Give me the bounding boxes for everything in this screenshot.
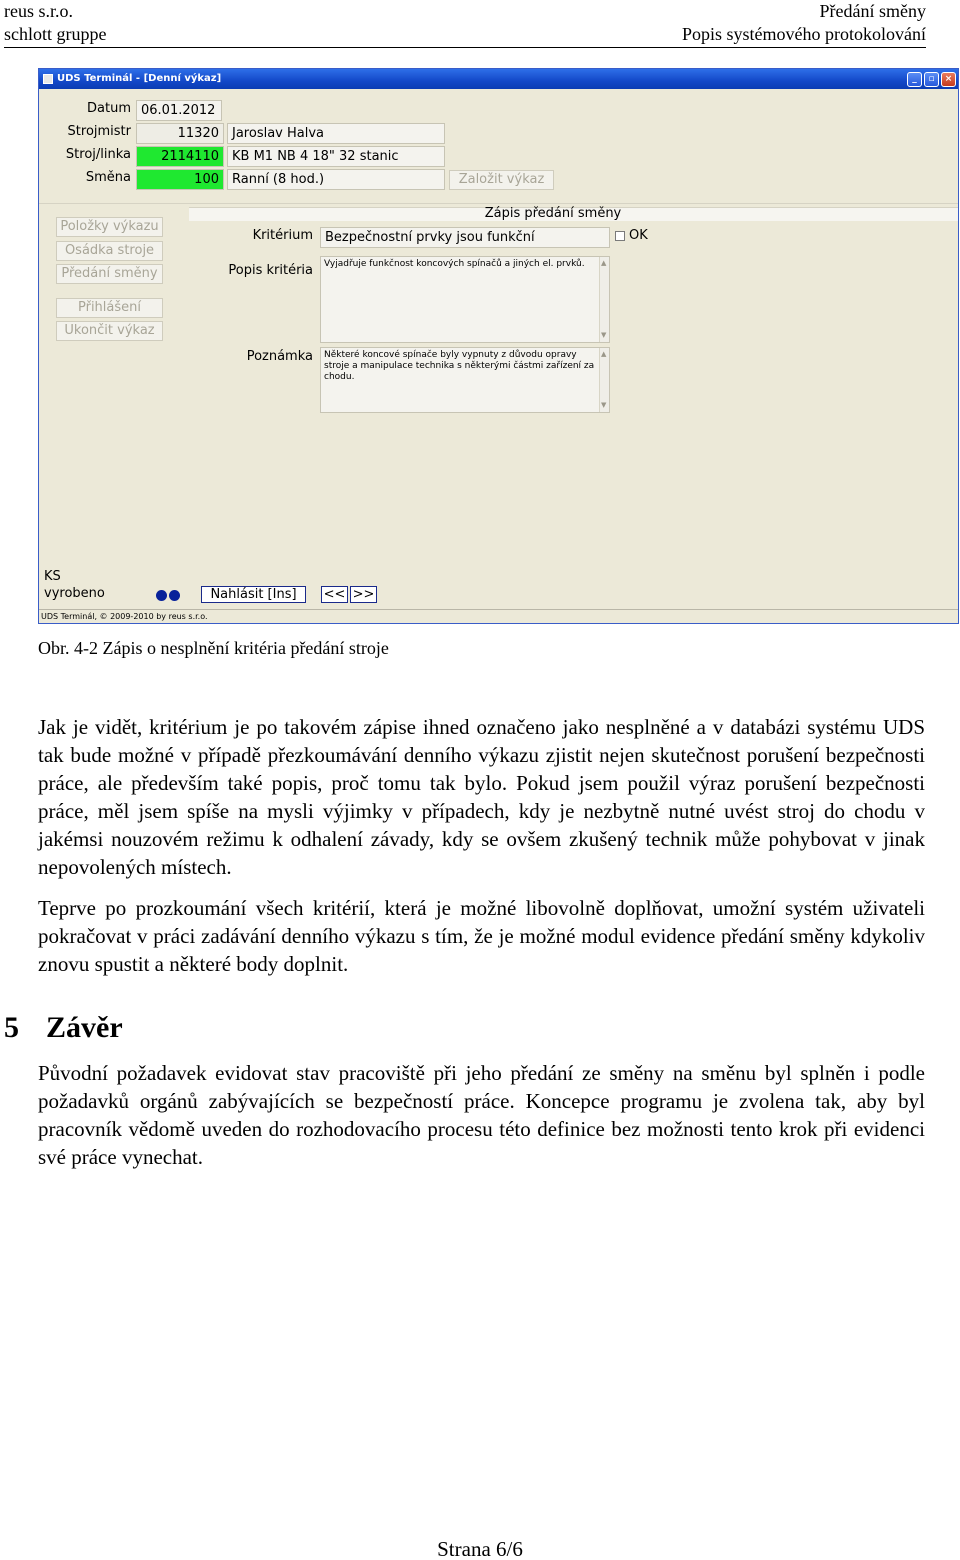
stroj-id-field[interactable]: 2114110: [136, 146, 224, 167]
status-indicator-icon: [156, 590, 167, 601]
app-icon: [43, 74, 53, 84]
strojmistr-id-field[interactable]: 11320: [136, 123, 224, 144]
copyright-text: UDS Terminál, © 2009-2010 by reus s.r.o.: [41, 612, 208, 621]
popis-label: Popis kritéria: [228, 263, 313, 278]
status-bar: [39, 609, 958, 623]
kriterium-field[interactable]: Bezpečnostní prvky jsou funkční: [320, 227, 610, 248]
polozky-vykazu-button[interactable]: Položky výkazu: [56, 217, 163, 237]
close-icon[interactable]: ×: [941, 72, 956, 87]
strojmistr-label: Strojmistr: [67, 124, 131, 139]
maximize-icon[interactable]: ▫: [924, 72, 939, 87]
nahlasit-button[interactable]: Nahlásit [Ins]: [201, 586, 306, 603]
poznamka-textarea[interactable]: [320, 347, 610, 413]
ok-label: OK: [629, 228, 648, 243]
header-left: [4, 0, 106, 46]
ok-checkbox[interactable]: [615, 231, 625, 241]
section-title-text: Závěr: [46, 1011, 123, 1044]
scroll-up-icon[interactable]: ▲: [601, 350, 607, 358]
datum-field[interactable]: 06.01.2012: [136, 100, 222, 121]
window-title: UDS Terminál - [Denní výkaz]: [57, 73, 222, 84]
status-ks: KS: [44, 569, 61, 584]
ukoncit-vykaz-button[interactable]: Ukončit výkaz: [56, 321, 163, 341]
next-button[interactable]: >>: [350, 586, 377, 603]
predani-smeny-button[interactable]: Předání směny: [56, 264, 163, 284]
poznamka-scrollbar[interactable]: [599, 348, 609, 412]
company-group: schlott gruppe: [4, 24, 107, 44]
datum-label: Datum: [87, 101, 131, 116]
scroll-up-icon[interactable]: ▲: [601, 259, 607, 267]
window-titlebar: [39, 69, 958, 89]
page-header: [4, 0, 926, 48]
popis-scrollbar[interactable]: [599, 257, 609, 342]
smena-id-field[interactable]: 100: [136, 169, 224, 190]
prev-button[interactable]: <<: [321, 586, 348, 603]
figure-caption: Obr. 4-2 Zápis o nesplnění kritéria předání stroje: [38, 638, 389, 658]
status-indicator-icon: [169, 590, 180, 601]
strojmistr-name-field[interactable]: Jaroslav Halva: [227, 123, 445, 144]
doc-subtitle: Popis systémového protokolování: [682, 24, 926, 44]
section-number: 5: [4, 1011, 19, 1044]
zalozit-vykaz-button[interactable]: Založit výkaz: [449, 170, 554, 190]
kriterium-label: Kritérium: [252, 228, 313, 243]
app-window: [38, 68, 959, 624]
scroll-down-icon[interactable]: ▼: [601, 401, 607, 409]
prihlaseni-button[interactable]: Přihlášení: [56, 298, 163, 318]
doc-title: Předání směny: [819, 1, 926, 21]
poznamka-label: Poznámka: [246, 349, 313, 364]
paragraph-1: [4, 713, 925, 881]
header-right: [682, 0, 926, 46]
scroll-down-icon[interactable]: ▼: [601, 331, 607, 339]
paragraph-3: [4, 1059, 925, 1171]
popis-textarea[interactable]: [320, 256, 610, 343]
smena-name-field[interactable]: Ranní (8 hod.): [227, 169, 445, 190]
stroj-name-field[interactable]: KB M1 NB 4 18" 32 stanic: [227, 146, 445, 167]
status-vyrobeno: vyrobeno: [44, 586, 105, 601]
poznamka-text: Některé koncové spínače byly vypnuty z důvodu opravy stroje a manipulace technika s některými částmi zařízení za chodu.: [324, 350, 595, 382]
stroj-label: Stroj/linka: [65, 147, 131, 162]
minimize-icon[interactable]: _: [907, 72, 922, 87]
popis-text: Vyjadřuje funkčnost koncových spínačů a jiných el. prvků.: [324, 259, 585, 269]
paragraph-1-text: Jak je vidět, kritérium je po takovém zápise ihned označeno jako nesplněné a v databázi systému UDS tak bude možné v případě přezkoumávání denního výkazu zjistit nejen skutečnost porušení bezpečnosti práce, ale především také popis, proč tomu tak bylo. Pokud jsem použil výraz porušení bezpečnosti práce, měl jsem spíše na mysli výjimky v případech, kdy je nezbytně nutné uvést stroj do chodu v jakémsi nouzovém režimu k odhalení závady, kdy se ovšem zkušený technik může pohybovat v jinak nepovolených místech.: [38, 715, 925, 879]
paragraph-2: [4, 894, 925, 978]
company-name: reus s.r.o.: [4, 1, 73, 21]
osadka-stroje-button[interactable]: Osádka stroje: [56, 241, 163, 261]
page-number: Strana 6/6: [437, 1537, 523, 1560]
section-title: Zápis předání směny: [484, 206, 622, 221]
form-divider: [39, 203, 958, 204]
smena-label: Směna: [85, 170, 131, 185]
paragraph-3-text: Původní požadavek evidovat stav pracoviště při jeho předání ze směny na směnu byl splněn i podle požadavků orgánů zabývajících se bezpečností práce. Koncepce programu je zvolena tak, aby byl pracovník vědomě uveden do rozhodovacího procesu této definice bez možnosti tento krok při evidenci své práce vynechat.: [38, 1061, 925, 1169]
section-heading: [4, 1008, 123, 1048]
paragraph-2-text: Teprve po prozkoumání všech kritérií, která je možné libovolně doplňovat, umožní systém uživateli pokračovat v práci zadávání denního výkazu s tím, že je možné modul evidence předání směny kdykoliv znovu spustit a některé body doplnit.: [38, 896, 925, 976]
